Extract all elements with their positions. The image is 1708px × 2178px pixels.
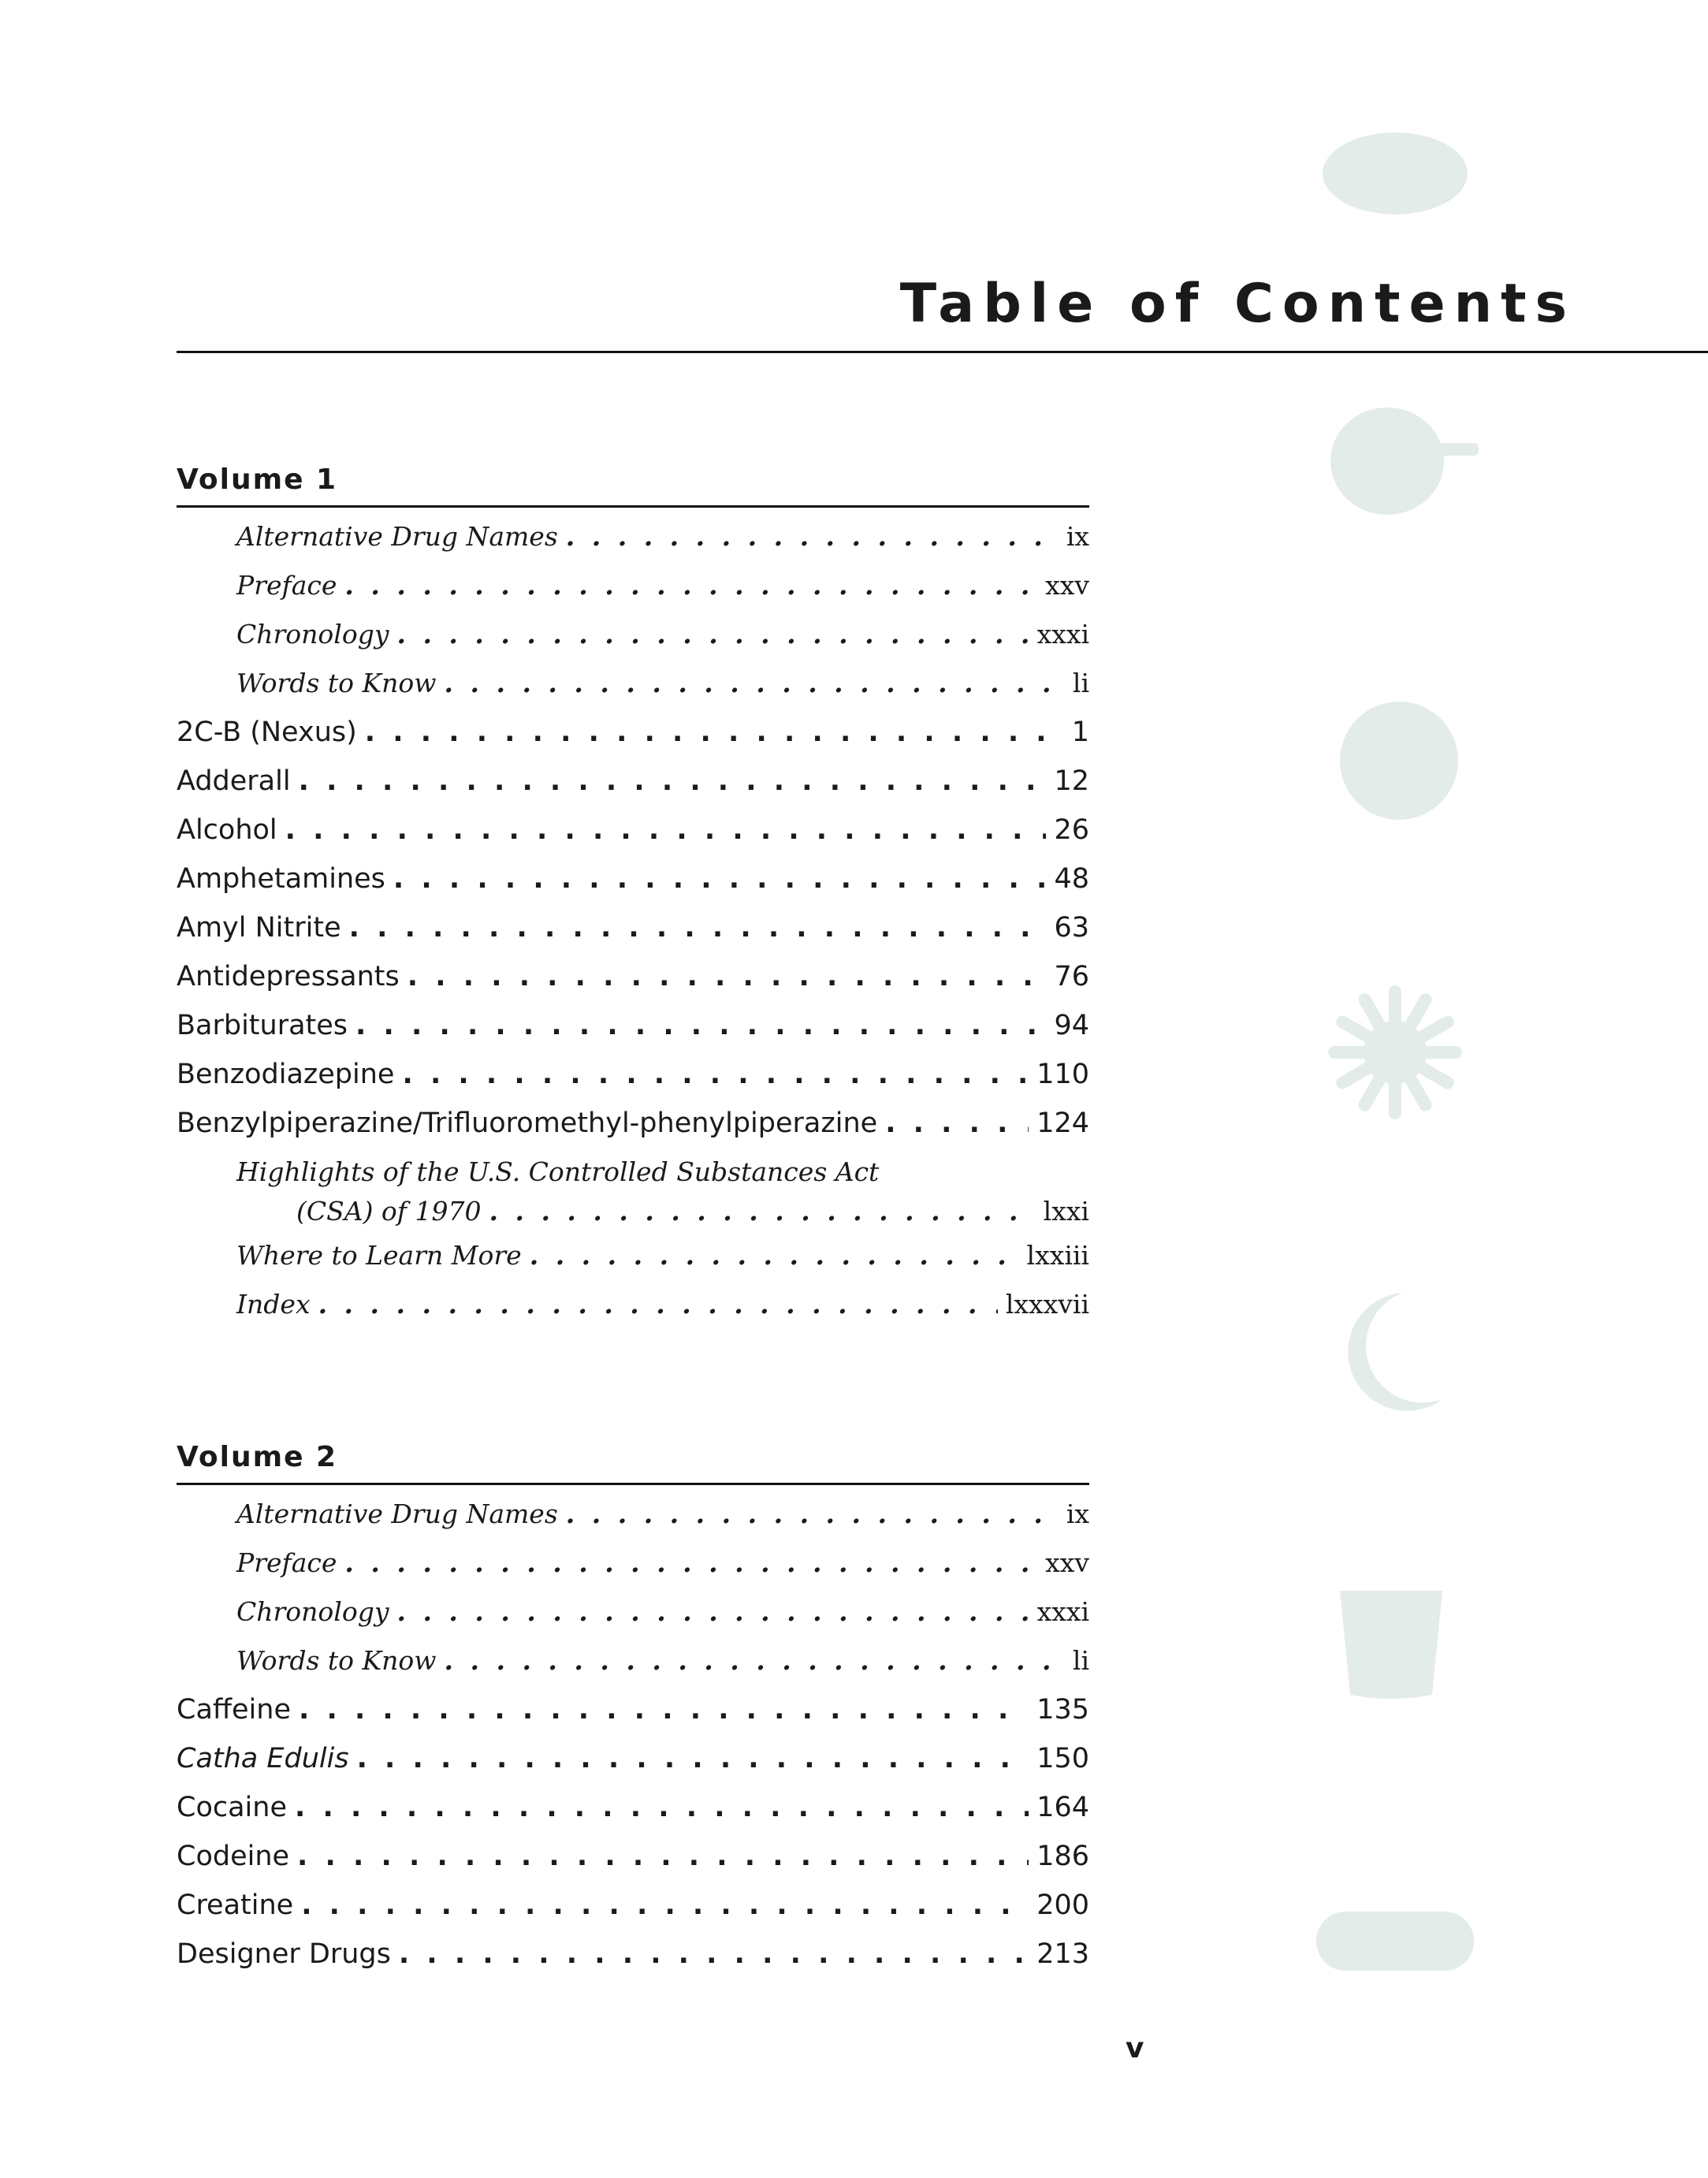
toc-entry-page: 164 <box>1036 1792 1089 1823</box>
toc-entry-label: Words to Know <box>236 668 437 698</box>
toc-entry-label: Words to Know <box>236 1645 437 1676</box>
toc-entry-label: Preface <box>236 1547 337 1578</box>
dot-leader <box>566 512 1059 561</box>
flower-icon <box>1324 981 1466 1123</box>
toc-entry-benzodiazepine[interactable] <box>177 1050 1089 1099</box>
toc-entry-page: 135 <box>1036 1694 1089 1726</box>
toc-list <box>177 512 1089 1329</box>
dot-leader <box>344 1539 1037 1588</box>
dot-leader <box>299 757 1047 806</box>
toc-entry-page: lxxiii <box>1026 1240 1089 1271</box>
dot-leader <box>295 1783 1029 1832</box>
toc-entry-designer-drugs[interactable] <box>177 1930 1089 1979</box>
toc-entry-label: Barbiturates <box>177 1010 348 1041</box>
toc-entry-label: Index <box>236 1289 311 1320</box>
toc-entry-2c-b[interactable] <box>177 708 1089 757</box>
toc-entry-label: Cocaine <box>177 1792 287 1823</box>
dot-leader <box>344 561 1037 610</box>
volume-heading: Volume 2 <box>177 1441 338 1473</box>
toc-entry-page: 63 <box>1054 912 1089 944</box>
toc-entry-benzylpiperazine[interactable] <box>177 1099 1089 1148</box>
volume-rule <box>177 1483 1089 1485</box>
dot-leader <box>402 1050 1029 1099</box>
toc-entry-page: xxxi <box>1036 619 1089 650</box>
toc-entry-page: xxxi <box>1036 1596 1089 1627</box>
volume-1-section <box>177 461 1089 1329</box>
dot-leader <box>357 1734 1029 1783</box>
toc-entry-amyl-nitrite[interactable] <box>177 903 1089 952</box>
toc-entry-page: 213 <box>1036 1938 1089 1970</box>
toc-entry-page: 76 <box>1054 961 1089 992</box>
toc-entry-continuation <box>236 1192 1089 1231</box>
toc-entry-label: Benzylpiperazine/Trifluoromethyl-phenylpiperazine <box>177 1108 878 1139</box>
toc-entry-label: Alternative Drug Names <box>236 1499 558 1529</box>
dot-leader <box>318 1280 998 1329</box>
toc-entry-preface[interactable] <box>177 1539 1089 1588</box>
toc-entry-page: 1 <box>1071 717 1089 748</box>
toc-entry-page: ix <box>1066 521 1089 552</box>
dot-leader <box>396 1588 1029 1636</box>
toc-entry-label: Designer Drugs <box>177 1938 391 1970</box>
toc-entry-label: Chronology <box>236 619 389 650</box>
toc-entry-label: Alcohol <box>177 814 277 846</box>
toc-entry-page: lxxi <box>1043 1196 1089 1227</box>
toc-list <box>177 1490 1089 1979</box>
toc-entry-adderall[interactable] <box>177 757 1089 806</box>
page-number: v <box>1126 2032 1144 2064</box>
capsule-icon <box>1312 1908 1478 1975</box>
toc-entry-label: Antidepressants <box>177 961 400 992</box>
toc-entry-label: Amphetamines <box>177 863 385 895</box>
page-title: Table of Contents <box>899 273 1576 335</box>
dot-leader <box>301 1881 1029 1930</box>
toc-entry-page: li <box>1072 668 1089 698</box>
toc-entry-preface[interactable] <box>177 561 1089 610</box>
dot-leader <box>355 1001 1046 1050</box>
toc-entry-label: Amyl Nitrite <box>177 912 341 944</box>
teacup-icon <box>1324 402 1482 520</box>
toc-entry-csa-highlights[interactable] <box>177 1148 1089 1231</box>
toc-entry-label: 2C-B (Nexus) <box>177 717 357 748</box>
toc-entry-label: Adderall <box>177 765 291 797</box>
toc-entry-label: Where to Learn More <box>236 1240 522 1271</box>
pill-icon <box>1336 698 1462 824</box>
toc-entry-label: Benzodiazepine <box>177 1059 395 1090</box>
toc-entry-page: 124 <box>1036 1108 1089 1139</box>
toc-entry-label: Alternative Drug Names <box>236 521 558 552</box>
toc-entry-page: 110 <box>1036 1059 1089 1090</box>
toc-entry-label: Catha Edulis <box>177 1743 349 1774</box>
toc-entry-antidepressants[interactable] <box>177 952 1089 1001</box>
toc-entry-page: 26 <box>1054 814 1089 846</box>
title-rule <box>177 351 1708 353</box>
toc-entry-page: 150 <box>1036 1743 1089 1774</box>
dot-leader <box>299 1685 1029 1734</box>
toc-entry-page: 186 <box>1036 1841 1089 1872</box>
toc-entry-amphetamines[interactable] <box>177 854 1089 903</box>
dot-leader <box>393 854 1047 903</box>
toc-entry-label: Chronology <box>236 1596 389 1627</box>
dot-leader <box>399 1930 1029 1979</box>
toc-entry-creatine[interactable] <box>177 1881 1089 1930</box>
dot-leader <box>489 1192 1035 1231</box>
toc-entry-page: 94 <box>1054 1010 1089 1041</box>
toc-entry-index[interactable] <box>177 1280 1089 1329</box>
toc-entry-caffeine[interactable] <box>177 1685 1089 1734</box>
toc-entry-chronology[interactable] <box>177 1588 1089 1636</box>
toc-entry-words-to-know[interactable] <box>177 1636 1089 1685</box>
toc-entry-cocaine[interactable] <box>177 1783 1089 1832</box>
volume-rule <box>177 505 1089 508</box>
toc-entry-where-to-learn-more[interactable] <box>177 1231 1089 1280</box>
toc-entry-page: 48 <box>1054 863 1089 895</box>
toc-entry-words-to-know[interactable] <box>177 659 1089 708</box>
dot-leader <box>530 1231 1019 1280</box>
crescent-icon <box>1332 1289 1450 1415</box>
dot-leader <box>445 1636 1065 1685</box>
dot-leader <box>396 610 1029 659</box>
glass-icon <box>1336 1584 1446 1703</box>
toc-entry-page: 12 <box>1054 765 1089 797</box>
toc-entry-page: lxxxvii <box>1005 1289 1089 1320</box>
toc-entry-label-continued: (CSA) of 1970 <box>296 1196 482 1227</box>
toc-entry-alternative-drug-names[interactable] <box>177 1490 1089 1539</box>
toc-entry-page: xxv <box>1045 570 1089 601</box>
spoon-icon <box>1316 118 1474 221</box>
dot-leader <box>566 1490 1059 1539</box>
toc-entry-codeine[interactable] <box>177 1832 1089 1881</box>
toc-entry-chronology[interactable] <box>177 610 1089 659</box>
toc-entry-label: Codeine <box>177 1841 290 1872</box>
dot-leader <box>297 1832 1029 1881</box>
toc-entry-alternative-drug-names[interactable] <box>177 512 1089 561</box>
toc-entry-barbiturates[interactable] <box>177 1001 1089 1050</box>
toc-entry-label: Highlights of the U.S. Controlled Substances Act <box>236 1156 880 1187</box>
toc-entry-page: 200 <box>1036 1889 1089 1921</box>
dot-leader <box>285 806 1047 854</box>
toc-entry-page: xxv <box>1045 1547 1089 1578</box>
toc-entry-catha-edulis[interactable] <box>177 1734 1089 1783</box>
toc-entry-page: ix <box>1066 1499 1089 1529</box>
dot-leader <box>407 952 1047 1001</box>
toc-entry-label: Caffeine <box>177 1694 291 1726</box>
dot-leader <box>445 659 1065 708</box>
toc-entry-label: Creatine <box>177 1889 294 1921</box>
dot-leader <box>365 708 1064 757</box>
toc-entry-label: Preface <box>236 570 337 601</box>
dot-leader <box>349 903 1047 952</box>
volume-heading: Volume 1 <box>177 464 338 496</box>
volume-2-section <box>177 1439 1089 1979</box>
toc-entry-page: li <box>1072 1645 1089 1676</box>
toc-entry-alcohol[interactable] <box>177 806 1089 854</box>
dot-leader <box>885 1099 1029 1148</box>
